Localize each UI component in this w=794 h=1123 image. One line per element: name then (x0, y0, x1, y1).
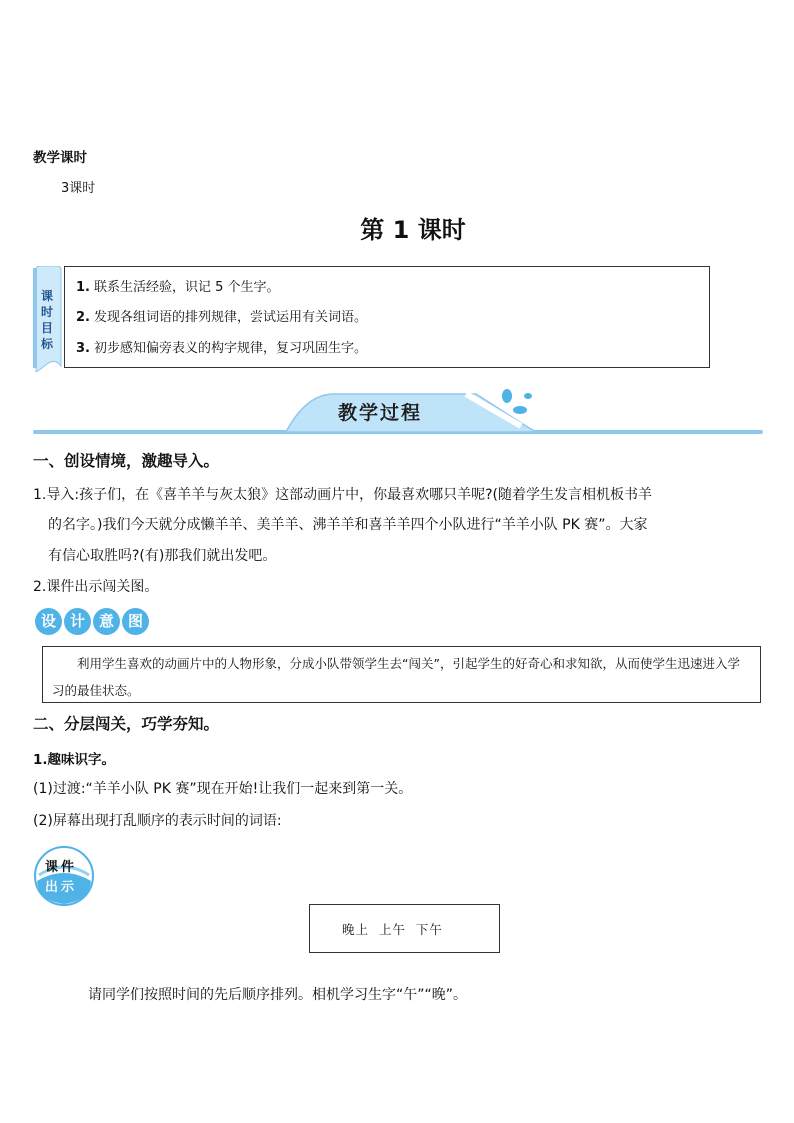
part1-item1-line: 有信心取胜吗?(有)那我们就出发吧。 (48, 548, 277, 564)
part2-heading: 二、分层闯关，巧学夯知。 (33, 715, 220, 733)
time-words: 晚上 上午 下午 (342, 922, 443, 937)
part1-item1-line: 的名字。)我们今天就分成懒羊羊、美羊羊、沸羊羊和喜羊羊四个小队进行“羊羊小队 PK 赛”。大家 (48, 517, 648, 533)
objective-text: 联系生活经验，识记 5 个生字。 (93, 280, 280, 295)
objective-text: 发现各组词语的排列规律，尝试运用有关词语。 (93, 310, 367, 325)
part2-sub-heading: 1.趣味识字。 (33, 752, 116, 768)
part1-heading: 一、创设情境，激趣导入。 (33, 452, 220, 470)
design-intent-char: 设 (35, 608, 62, 635)
objective-num: 1. (76, 280, 90, 295)
water-drop-icon (498, 384, 538, 418)
design-intent-char: 计 (64, 608, 91, 635)
instruction-text: 请同学们按照时间的先后顺序排列。相机学习生字“午”“晚”。 (88, 987, 468, 1003)
design-intent-text: 利用学生喜欢的动画片中的人物形象，分成小队带领学生去“闯关”，引起学生的好奇心和求知欲，从而使学生迅速进入学习的最佳状态。 (52, 656, 740, 698)
courseware-badge-top (45, 856, 77, 875)
part2-step: (2)屏幕出现打乱顺序的表示时间的词语: (33, 813, 282, 829)
objective-num: 3. (76, 341, 90, 356)
part2-step: (1)过渡:“羊羊小队 PK 赛”现在开始!让我们一起来到第一关。 (33, 781, 413, 797)
courseware-char: 示 (61, 880, 78, 895)
design-intent-char: 意 (93, 608, 120, 635)
part1-item2: 2.课件出示闯关图。 (33, 579, 159, 595)
periods-text: 3课时 (61, 181, 96, 196)
objective-text: 初步感知偏旁表义的构字规律，复习巩固生字。 (93, 341, 367, 356)
objective-num: 2. (76, 310, 90, 325)
objectives-tab-label: 课时目标 (40, 289, 53, 351)
part1-item1-line: 1.导入:孩子们，在《喜羊羊与灰太狼》这部动画片中，你最喜欢哪只羊呢?(随着学生发言相机板书羊 (33, 487, 652, 503)
courseware-badge-bottom (45, 876, 77, 895)
section-label: 教学课时 (33, 150, 87, 166)
objective-item (76, 276, 280, 295)
objective-item (76, 337, 367, 356)
courseware-char: 出 (45, 880, 62, 895)
lesson-title: 第 1 课时 (360, 216, 466, 244)
banner-title: 教学过程 (338, 402, 423, 424)
objective-item (76, 306, 367, 325)
courseware-char: 课 (45, 860, 62, 875)
courseware-char: 件 (61, 860, 78, 875)
design-intent-char: 图 (122, 608, 149, 635)
